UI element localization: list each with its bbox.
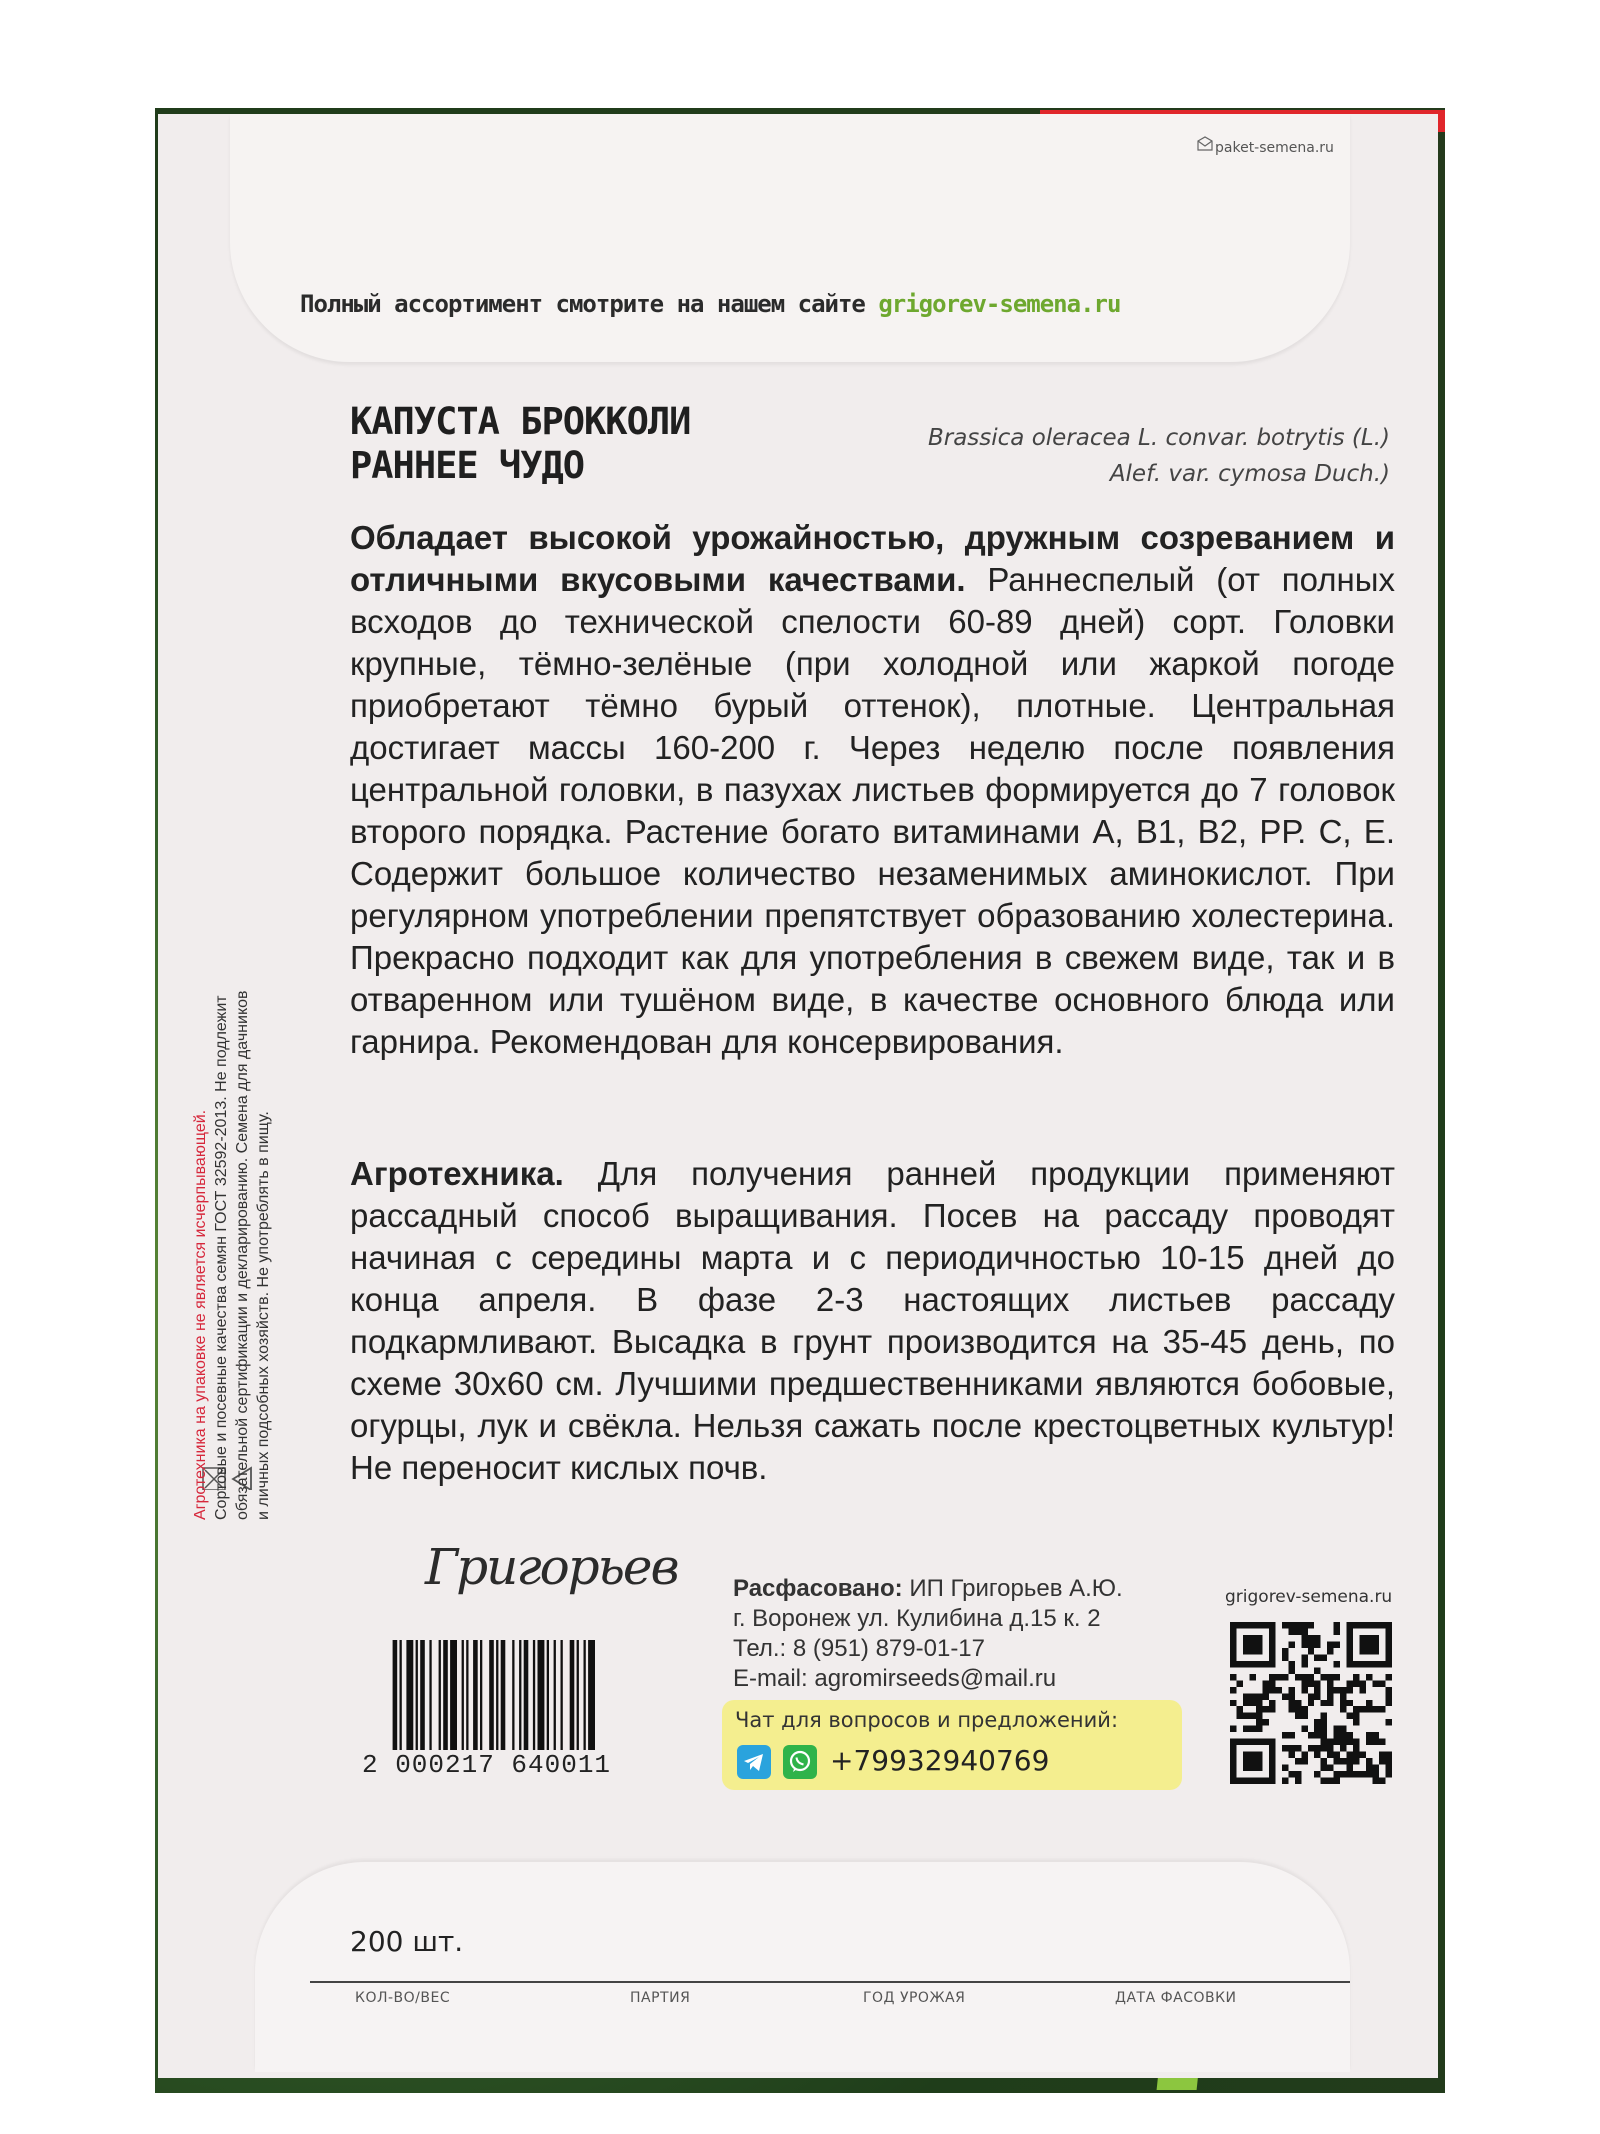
product-title: [350, 400, 690, 488]
label-quantity-weight: КОЛ-ВО/ВЕС: [355, 1990, 451, 2006]
envelope-icon: [1197, 136, 1213, 152]
barcode-number: 2 000217 640011: [362, 1750, 612, 1780]
agrotech-lead: Агротехника.: [350, 1155, 564, 1192]
title-line-1: КАПУСТА БРОККОЛИ: [350, 400, 691, 443]
bottom-flap: [255, 1862, 1350, 2072]
qr-url[interactable]: grigorev-semena.ru: [1225, 1587, 1393, 1607]
packer-info: [733, 1574, 1123, 1694]
legal-side-text: [190, 800, 274, 1520]
packer-email: E-mail: agromirseeds@mail.ru: [733, 1665, 1057, 1692]
label-batch: ПАРТИЯ: [630, 1990, 691, 2006]
latin-name: [830, 420, 1390, 492]
agrotech-paragraph: [350, 1153, 1395, 1489]
agrotech-disclaimer: Агротехника на упаковке не является исчерпывающей.: [192, 1109, 209, 1520]
label-packing-date: ДАТА ФАСОВКИ: [1115, 1990, 1237, 2006]
chat-label: Чат для вопросов и предложений:: [735, 1708, 1119, 1732]
packer-name: ИП Григорьев А.Ю.: [909, 1575, 1123, 1602]
bottom-divider: [310, 1981, 1350, 1983]
assortment-line: [300, 290, 1300, 318]
top-flap: [230, 114, 1350, 362]
qr-code[interactable]: [1230, 1622, 1392, 1784]
legal-line-3: и личных подсобных хозяйств. Не употреблять в пищу.: [255, 1111, 272, 1520]
legal-line-1: Сортовые и посевные качества семян ГОСТ 32592-2013. Не подлежит: [213, 995, 230, 1520]
assortment-text: Полный ассортимент смотрите на нашем сайте: [300, 290, 865, 318]
packer-address: г. Воронеж ул. Кулибина д.15 к. 2: [733, 1605, 1101, 1632]
latin-line-1: Brassica oleracea L. convar. botrytis (L.): [927, 425, 1390, 451]
packer-phone: Тел.: 8 (951) 879-01-17: [733, 1635, 985, 1662]
chat-phone[interactable]: +79932940769: [830, 1744, 1050, 1777]
paket-url[interactable]: paket-semena.ru: [1215, 140, 1334, 156]
latin-line-2: Alef. var. cymosa Duch.): [1109, 461, 1390, 487]
title-line-2: РАННЕЕ ЧУДО: [350, 444, 585, 487]
site-url-link[interactable]: grigorev-semena.ru: [878, 290, 1121, 318]
packer-label: Расфасовано:: [733, 1575, 903, 1602]
quantity: 200 шт.: [350, 1925, 464, 1958]
description-paragraph: [350, 517, 1395, 1063]
agrotech-text: Для получения ранней продукции применяют рассадный способ выращивания. Посев на рассаду проводят начиная с середины марта и с периодичностью 10-15 дней до конца апреля. В фазе 2-3 настоящих листьев рассаду подкармливают. Высадка в грунт производится на 35-45 день, по схеме 30х60 см. Лучшими предшественниками являются бобовые, огурцы, лук и свёкла. Нельзя сажать после крестоцветных культур! Не переносит кислых почв.: [350, 1155, 1395, 1486]
telegram-icon[interactable]: [737, 1745, 771, 1779]
whatsapp-icon[interactable]: [783, 1745, 817, 1779]
brand-logo: Григорьев: [425, 1538, 678, 1596]
description-text: Раннеспелый (от полных всходов до технической спелости 60-89 дней) сорт. Головки крупные, тёмно-зелёные (при холодной или жаркой погоде приобретают тёмно бурый оттенок), плотные. Центральная достигает массы 160-200 г. Через неделю после появления центральной головки, в пазухах листьев формируется до 7 головок второго порядка. Растение богато витаминами А, В1, В2, РР. С, Е. Содержит большое количество незаменимых аминокислот. При регулярном употреблении препятствует образованию холестерина. Прекрасно подходит как для употребления в свежем виде, так и в отваренном или тушёном виде, в качестве основного блюда или гарнира. Рекомендован для консервирования.: [350, 561, 1396, 1060]
legal-line-2: обязательной сертификации и декларированию. Семена для дачников: [234, 990, 251, 1520]
description-lead: Обладает высокой урожайностью, дружным созреванием и отличными вкусовыми качествами.: [350, 519, 1395, 598]
label-harvest-year: ГОД УРОЖАЯ: [863, 1990, 966, 2006]
